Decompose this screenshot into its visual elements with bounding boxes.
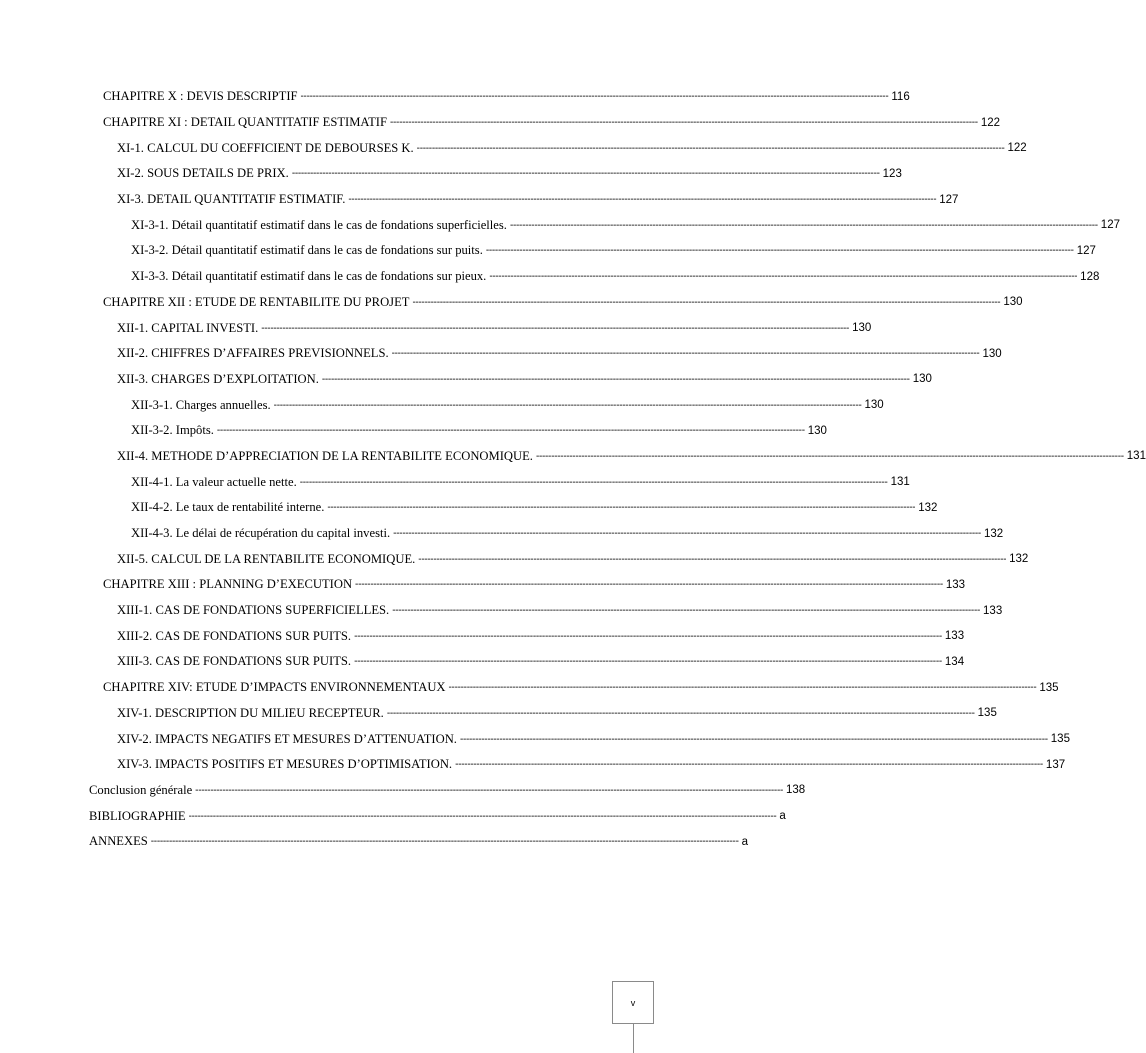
- toc-entry-page-number: 132: [1009, 553, 1029, 566]
- toc-dot-leader: --------------------------------------------------------------------------------------------------------------------------------------------------------------------------------------------------: [195, 784, 784, 796]
- toc-entry-page-number: 116: [891, 90, 910, 103]
- toc-entry[interactable]: [0, 161, 902, 187]
- toc-entry-title: XI-1. CALCUL DU COEFFICIENT DE DEBOURSES K.: [117, 140, 414, 155]
- toc-entry[interactable]: [0, 701, 997, 727]
- toc-entry-title: XII-4-1. La valeur actuelle nette.: [131, 474, 297, 489]
- toc-entry-page-number: 130: [864, 399, 884, 412]
- toc-dot-leader: --------------------------------------------------------------------------------------------------------------------------------------------------------------------------------------------------: [416, 142, 1005, 154]
- toc-dot-leader: --------------------------------------------------------------------------------------------------------------------------------------------------------------------------------------------------: [418, 553, 1007, 565]
- toc-dot-leader: --------------------------------------------------------------------------------------------------------------------------------------------------------------------------------------------------: [261, 322, 850, 334]
- toc-entry-title: ANNEXES: [89, 834, 148, 849]
- toc-entry[interactable]: [0, 187, 959, 213]
- toc-entry-title: CHAPITRE XI : DETAIL QUANTITATIF ESTIMATIF: [103, 115, 387, 130]
- toc-dot-leader: --------------------------------------------------------------------------------------------------------------------------------------------------------------------------------------------------: [489, 271, 1078, 283]
- toc-dot-leader: --------------------------------------------------------------------------------------------------------------------------------------------------------------------------------------------------: [455, 759, 1043, 771]
- toc-dot-leader: --------------------------------------------------------------------------------------------------------------------------------------------------------------------------------------------------: [355, 579, 943, 591]
- toc-entry-title: XII-4-2. Le taux de rentabilité interne.: [131, 500, 325, 515]
- toc-dot-leader: --------------------------------------------------------------------------------------------------------------------------------------------------------------------------------------------------: [535, 450, 1124, 462]
- toc-entry-title: XII-4. METHODE D’APPRECIATION DE LA RENTABILITE ECONOMIQUE.: [117, 448, 533, 463]
- toc-entry[interactable]: [0, 290, 1023, 316]
- toc-dot-leader: --------------------------------------------------------------------------------------------------------------------------------------------------------------------------------------------------: [390, 117, 978, 129]
- toc-entry[interactable]: [0, 649, 965, 675]
- toc-entry-title: XI-3-2. Détail quantitatif estimatif dans le cas de fondations sur puits.: [131, 243, 483, 258]
- toc-entry-title: XII-4-3. Le délai de récupération du capital investi.: [131, 526, 391, 541]
- toc-entry[interactable]: [0, 726, 1070, 752]
- toc-entry[interactable]: [0, 135, 1027, 161]
- toc-entry-title: BIBLIOGRAPHIE: [89, 808, 186, 823]
- toc-entry-page-number: 132: [983, 527, 1004, 540]
- toc-entry-page-number: 137: [1045, 758, 1066, 771]
- toc-entry-page-number: 133: [944, 630, 965, 643]
- toc-entry-page-number: 130: [982, 347, 1002, 360]
- toc-entry[interactable]: [0, 84, 910, 110]
- toc-entry[interactable]: [0, 315, 872, 341]
- toc-entry[interactable]: [0, 238, 1096, 264]
- toc-dot-leader: --------------------------------------------------------------------------------------------------------------------------------------------------------------------------------------------------: [299, 476, 888, 488]
- toc-entry[interactable]: [0, 803, 786, 829]
- toc-entry-page-number: 122: [980, 116, 1001, 129]
- toc-entry-page-number: 133: [983, 604, 1003, 617]
- toc-entry-page-number: 122: [1007, 142, 1027, 155]
- toc-entry-page-number: 130: [807, 424, 827, 437]
- toc-entry[interactable]: [0, 598, 1003, 624]
- toc-entry-page-number: 134: [944, 655, 965, 668]
- toc-entry[interactable]: [0, 392, 884, 418]
- toc-entry[interactable]: [0, 778, 806, 804]
- toc-dot-leader: --------------------------------------------------------------------------------------------------------------------------------------------------------------------------------------------------: [509, 219, 1098, 231]
- toc-entry-title: XIII-2. CAS DE FONDATIONS SUR PUITS.: [117, 628, 352, 643]
- toc-dot-leader: --------------------------------------------------------------------------------------------------------------------------------------------------------------------------------------------------: [188, 810, 777, 822]
- toc-dot-leader: --------------------------------------------------------------------------------------------------------------------------------------------------------------------------------------------------: [459, 733, 1048, 745]
- toc-dot-leader: --------------------------------------------------------------------------------------------------------------------------------------------------------------------------------------------------: [150, 836, 739, 848]
- toc-dot-leader: --------------------------------------------------------------------------------------------------------------------------------------------------------------------------------------------------: [321, 373, 910, 385]
- toc-entry-page-number: 127: [939, 193, 959, 206]
- toc-entry-title: XIV-1. DESCRIPTION DU MILIEU RECEPTEUR.: [117, 705, 384, 720]
- toc-entry-page-number: 135: [977, 707, 997, 720]
- toc-dot-leader: --------------------------------------------------------------------------------------------------------------------------------------------------------------------------------------------------: [354, 630, 942, 642]
- toc-dot-leader: --------------------------------------------------------------------------------------------------------------------------------------------------------------------------------------------------: [327, 502, 916, 514]
- toc-entry-page-number: 130: [1003, 296, 1023, 309]
- toc-entry-title: CHAPITRE XIV: ETUDE D’IMPACTS ENVIRONNEMENTAUX: [103, 680, 446, 695]
- toc-entry-title: XII-3. CHARGES D’EXPLOITATION.: [117, 371, 319, 386]
- toc-dot-leader: --------------------------------------------------------------------------------------------------------------------------------------------------------------------------------------------------: [392, 605, 981, 617]
- toc-entry-page-number: 138: [786, 784, 806, 797]
- toc-entry[interactable]: [0, 752, 1066, 778]
- toc-entry-title: XI-3-1. Détail quantitatif estimatif dans le cas de fondations superficielles.: [131, 217, 507, 232]
- toc-entry[interactable]: [0, 264, 1100, 290]
- toc-dot-leader: --------------------------------------------------------------------------------------------------------------------------------------------------------------------------------------------------: [348, 194, 937, 206]
- toc-dot-leader: --------------------------------------------------------------------------------------------------------------------------------------------------------------------------------------------------: [412, 296, 1001, 308]
- page-number-box: [612, 981, 654, 1024]
- toc-entry-title: XIV-3. IMPACTS POSITIFS ET MESURES D’OPTIMISATION.: [117, 757, 453, 772]
- toc-dot-leader: --------------------------------------------------------------------------------------------------------------------------------------------------------------------------------------------------: [393, 528, 981, 540]
- toc-entry-page-number: 127: [1100, 219, 1120, 232]
- toc-entry[interactable]: [0, 675, 1059, 701]
- toc-entry[interactable]: [0, 110, 1001, 136]
- toc-entry-page-number: 132: [918, 501, 938, 514]
- toc-entry-title: CHAPITRE XIII : PLANNING D’EXECUTION: [103, 577, 353, 592]
- toc-entry[interactable]: [0, 212, 1120, 238]
- toc-entry[interactable]: [0, 444, 1146, 470]
- toc-entry-page-number: 135: [1050, 733, 1070, 746]
- toc-entry-page-number: 130: [912, 373, 932, 386]
- page-number-line: [633, 1024, 634, 1053]
- toc-entry-page-number: 135: [1039, 681, 1059, 694]
- table-of-contents: [0, 84, 1146, 855]
- toc-entry[interactable]: [0, 495, 938, 521]
- page-number: v: [630, 997, 636, 1008]
- toc-entry[interactable]: [0, 341, 1002, 367]
- toc-entry-title: XII-3-2. Impôts.: [131, 423, 214, 438]
- toc-entry-title: XII-2. CHIFFRES D’AFFAIRES PREVISIONNELS.: [117, 346, 389, 361]
- toc-entry[interactable]: [0, 469, 910, 495]
- toc-entry-title: XI-2. SOUS DETAILS DE PRIX.: [117, 166, 289, 181]
- toc-entry-page-number: 128: [1080, 270, 1100, 283]
- toc-entry-title: CHAPITRE XII : ETUDE DE RENTABILITE DU PROJET: [103, 294, 410, 309]
- toc-entry-title: CHAPITRE X : DEVIS DESCRIPTIF: [103, 89, 298, 104]
- toc-entry[interactable]: [0, 521, 1004, 547]
- toc-entry-page-number: a: [741, 835, 749, 848]
- toc-dot-leader: --------------------------------------------------------------------------------------------------------------------------------------------------------------------------------------------------: [273, 399, 862, 411]
- toc-dot-leader: --------------------------------------------------------------------------------------------------------------------------------------------------------------------------------------------------: [485, 245, 1074, 257]
- toc-dot-leader: --------------------------------------------------------------------------------------------------------------------------------------------------------------------------------------------------: [354, 656, 942, 668]
- toc-entry[interactable]: [0, 367, 932, 393]
- toc-entry-title: XIII-3. CAS DE FONDATIONS SUR PUITS.: [117, 654, 352, 669]
- toc-entry-title: XI-3. DETAIL QUANTITATIF ESTIMATIF.: [117, 192, 346, 207]
- toc-entry-title: Conclusion générale: [89, 782, 193, 797]
- toc-dot-leader: --------------------------------------------------------------------------------------------------------------------------------------------------------------------------------------------------: [300, 91, 889, 103]
- toc-dot-leader: --------------------------------------------------------------------------------------------------------------------------------------------------------------------------------------------------: [391, 348, 980, 360]
- toc-dot-leader: --------------------------------------------------------------------------------------------------------------------------------------------------------------------------------------------------: [386, 707, 975, 719]
- toc-entry[interactable]: [0, 829, 749, 855]
- toc-entry-page-number: 131: [890, 476, 910, 489]
- toc-dot-leader: --------------------------------------------------------------------------------------------------------------------------------------------------------------------------------------------------: [291, 168, 880, 180]
- toc-entry-title: XII-1. CAPITAL INVESTI.: [117, 320, 259, 335]
- toc-entry[interactable]: [0, 623, 965, 649]
- toc-entry-page-number: 127: [1076, 244, 1096, 257]
- toc-dot-leader: --------------------------------------------------------------------------------------------------------------------------------------------------------------------------------------------------: [216, 425, 805, 437]
- toc-dot-leader: --------------------------------------------------------------------------------------------------------------------------------------------------------------------------------------------------: [448, 682, 1037, 694]
- toc-entry-title: XIV-2. IMPACTS NEGATIFS ET MESURES D’ATTENUATION.: [117, 731, 457, 746]
- toc-entry-page-number: 133: [945, 578, 966, 591]
- toc-entry-page-number: 131: [1126, 450, 1146, 463]
- toc-entry-title: XII-5. CALCUL DE LA RENTABILITE ECONOMIQUE.: [117, 551, 416, 566]
- toc-entry-page-number: a: [779, 810, 786, 823]
- toc-entry-title: XII-3-1. Charges annuelles.: [131, 397, 271, 412]
- toc-entry[interactable]: [0, 418, 827, 444]
- toc-entry-title: XI-3-3. Détail quantitatif estimatif dans le cas de fondations sur pieux.: [131, 269, 487, 284]
- toc-entry-page-number: 123: [882, 167, 902, 180]
- toc-entry[interactable]: [0, 546, 1029, 572]
- toc-entry[interactable]: [0, 572, 966, 598]
- toc-entry-title: XIII-1. CAS DE FONDATIONS SUPERFICIELLES.: [117, 603, 390, 618]
- toc-entry-page-number: 130: [852, 322, 872, 335]
